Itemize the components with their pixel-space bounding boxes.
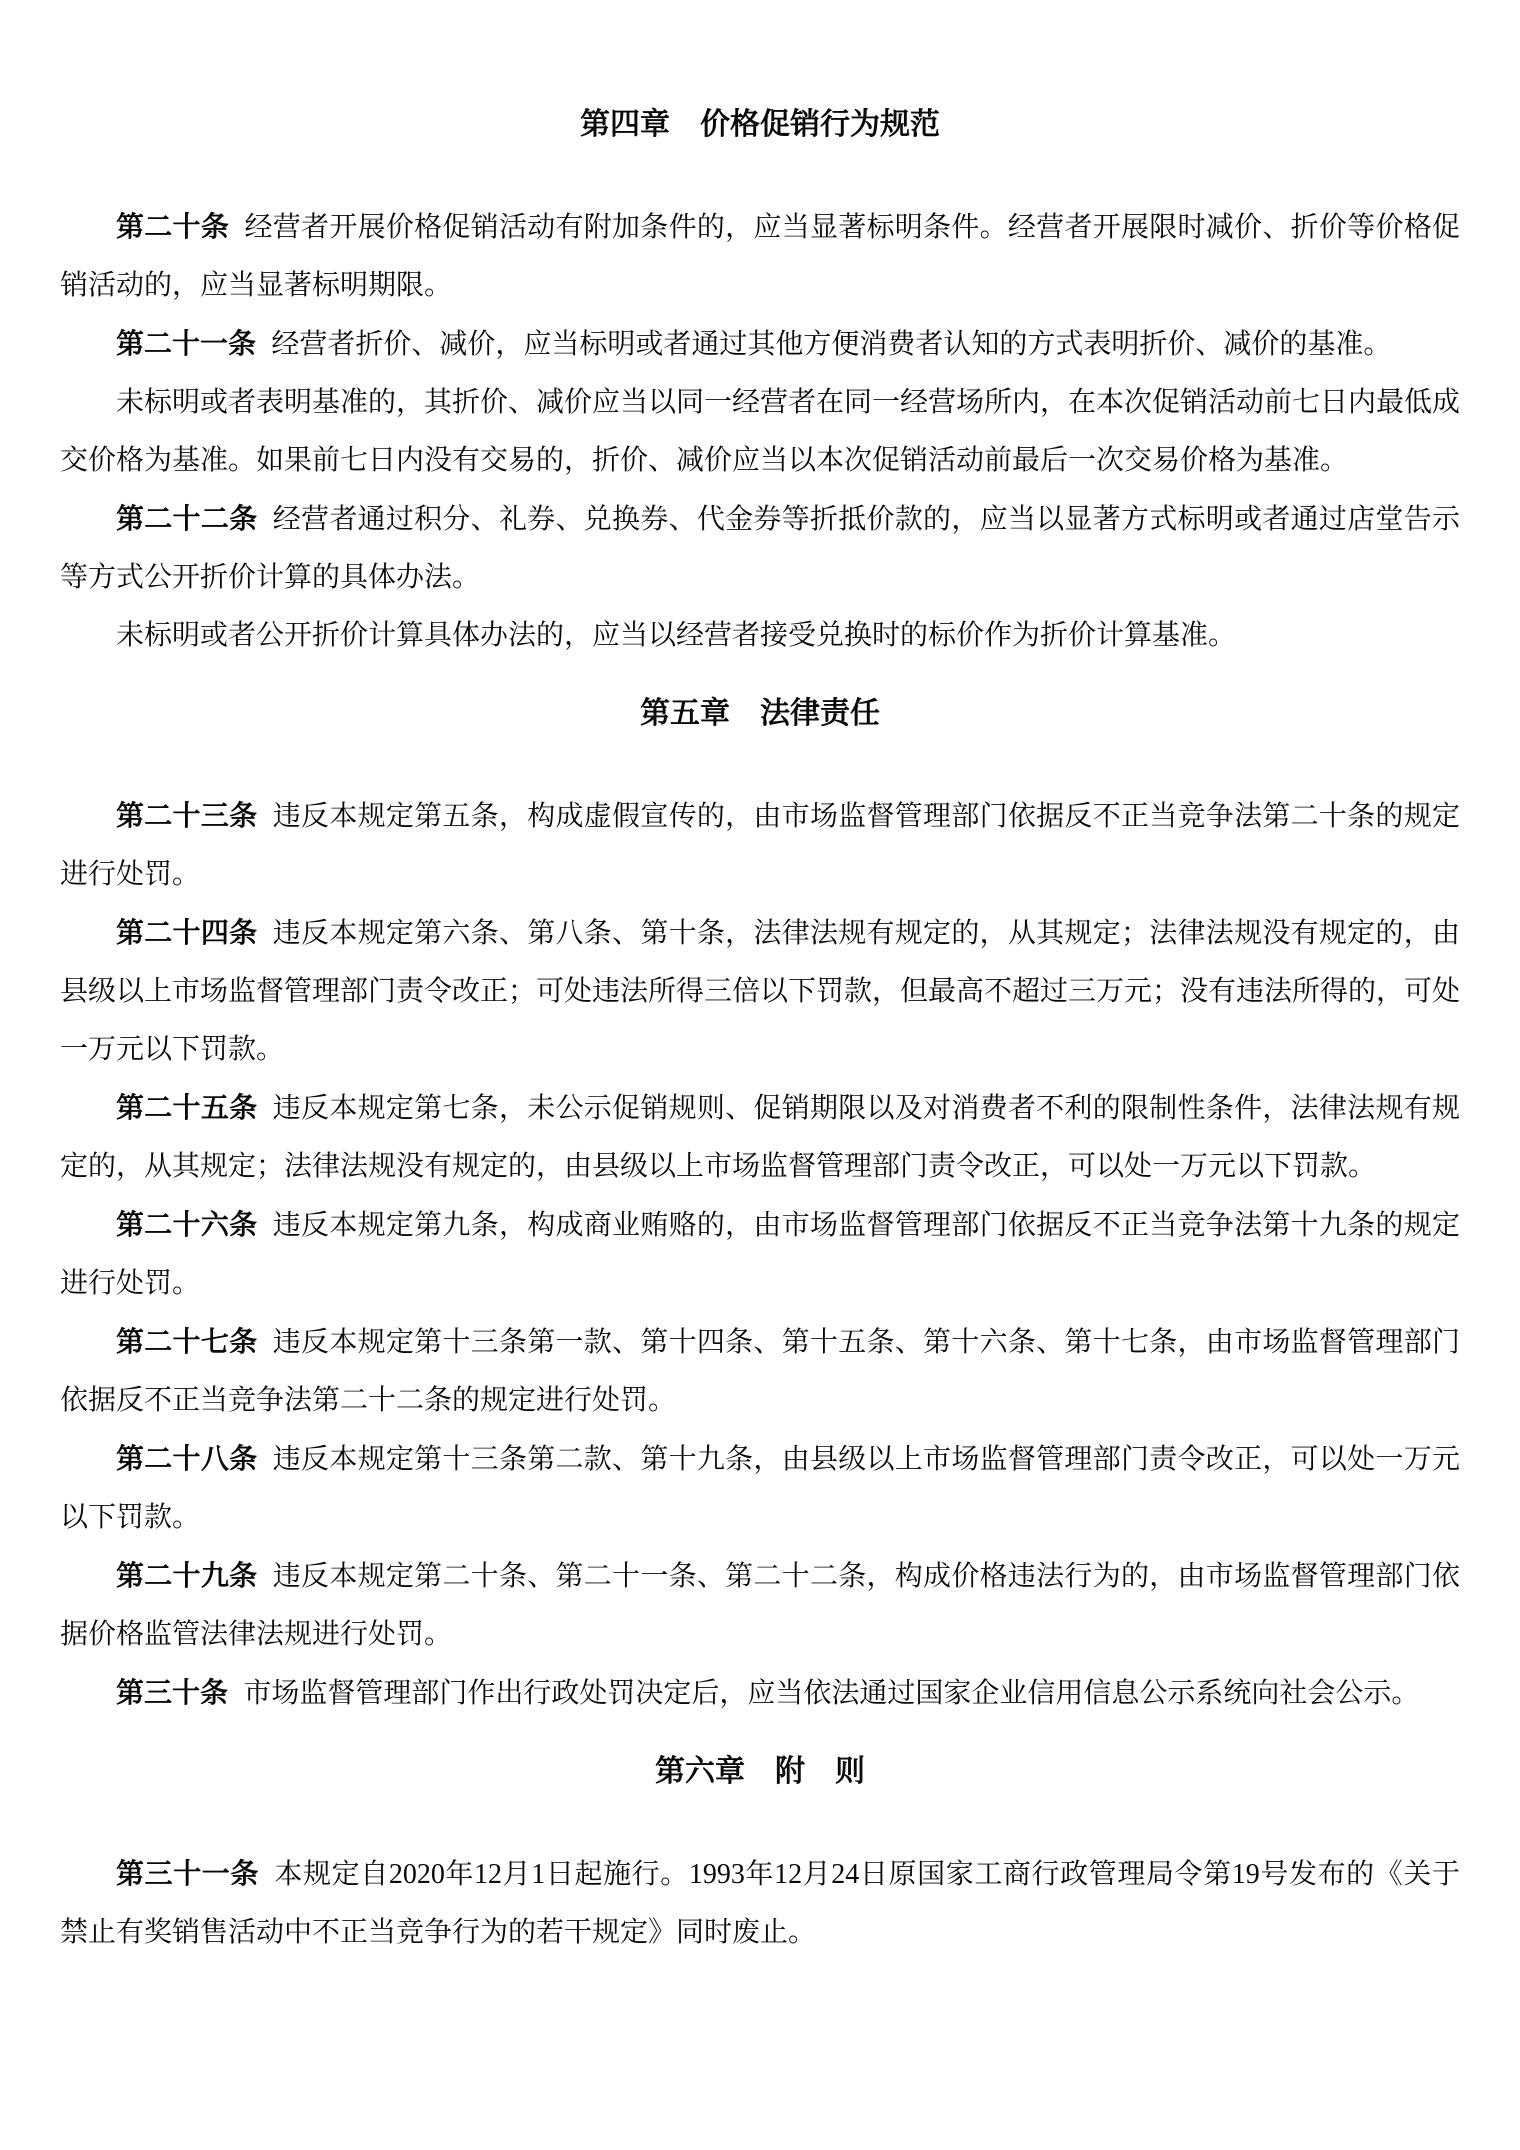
article-paragraph (60, 1664, 1460, 1723)
article-text: 未标明或者表明基准的，其折价、减价应当以同一经营者在同一经营场所内，在本次促销活动前七日内最低成交价格为基准。如果前七日内没有交易的，折价、减价应当以本次促销活动前最后一次交易价格为基准。 (60, 387, 1461, 476)
article-text: 市场监督管理部门作出行政处罚决定后，应当依法通过国家企业信用信息公示系统向社会公示。 (243, 1678, 1420, 1709)
article-paragraph (60, 1430, 1460, 1547)
article-text: 经营者开展价格促销活动有附加条件的，应当显著标明条件。经营者开展限时减价、折价等价格促销活动的，应当显著标明期限。 (60, 212, 1460, 301)
article-text: 本规定自2020年12月1日起施行。1993年12月24日原国家工商行政管理局令第19号发布的《关于禁止有奖销售活动中不正当竞争行为的若干规定》同时废止。 (60, 1859, 1460, 1948)
article-text: 违反本规定第九条，构成商业贿赂的，由市场监督管理部门依据反不正当竞争法第十九条的规定进行处罚。 (60, 1210, 1460, 1299)
document-body (60, 96, 1460, 1962)
article-text: 未标明或者公开折价计算具体办法的，应当以经营者接受兑换时的标价作为折价计算基准。 (116, 620, 1237, 651)
article-text: 违反本规定第十三条第一款、第十四条、第十五条、第十六条、第十七条，由市场监督管理部门依据反不正当竞争法第二十二条的规定进行处罚。 (60, 1327, 1460, 1416)
article-number: 第二十八条 (116, 1443, 258, 1474)
article-number: 第三十一条 (116, 1858, 260, 1889)
article-text: 违反本规定第七条，未公示促销规则、促销期限以及对消费者不利的限制性条件，法律法规有规定的，从其规定；法律法规没有规定的，由县级以上市场监督管理部门责令改正，可以处一万元以下罚款。 (60, 1093, 1460, 1182)
article-number: 第三十条 (116, 1677, 229, 1708)
article-paragraph (60, 1547, 1460, 1664)
article-number: 第二十一条 (116, 328, 257, 359)
article-paragraph (60, 1196, 1460, 1313)
article-paragraph (60, 490, 1460, 607)
article-text: 违反本规定第六条、第八条、第十条，法律法规有规定的，从其规定；法律法规没有规定的，由县级以上市场监督管理部门责令改正；可处违法所得三倍以下罚款，但最高不超过三万元；没有违法所得的，可处一万元以下罚款。 (60, 918, 1461, 1065)
article-number: 第二十五条 (116, 1092, 258, 1123)
article-number: 第二十三条 (116, 800, 258, 831)
article-continuation-paragraph (60, 374, 1460, 490)
chapter-heading: 第四章 价格促销行为规范 (580, 108, 940, 141)
article-continuation-paragraph (60, 607, 1460, 665)
article-paragraph (60, 904, 1460, 1079)
article-text: 违反本规定第五条，构成虚假宣传的，由市场监督管理部门依据反不正当竞争法第二十条的规定进行处罚。 (60, 801, 1460, 890)
article-text: 经营者折价、减价，应当标明或者通过其他方便消费者认知的方式表明折价、减价的基准。 (271, 329, 1392, 360)
article-paragraph (60, 1845, 1460, 1962)
article-number: 第二十九条 (116, 1560, 258, 1591)
chapter-heading: 第六章 附 则 (655, 1755, 865, 1788)
article-number: 第二十二条 (116, 503, 258, 534)
article-paragraph (60, 1313, 1460, 1430)
article-text: 违反本规定第十三条第二款、第十九条，由县级以上市场监督管理部门责令改正，可以处一万元以下罚款。 (60, 1444, 1460, 1533)
article-text: 违反本规定第二十条、第二十一条、第二十二条，构成价格违法行为的，由市场监督管理部门依据价格监管法律法规进行处罚。 (60, 1561, 1460, 1650)
article-paragraph (60, 1079, 1460, 1196)
chapter-heading: 第五章 法律责任 (640, 697, 880, 730)
article-paragraph (60, 787, 1460, 904)
article-text: 经营者通过积分、礼券、兑换券、代金券等折抵价款的，应当以显著方式标明或者通过店堂告示等方式公开折价计算的具体办法。 (60, 504, 1460, 593)
article-number: 第二十六条 (116, 1209, 258, 1240)
article-number: 第二十七条 (116, 1326, 258, 1357)
article-paragraph (60, 198, 1460, 315)
article-number: 第二十四条 (116, 917, 258, 948)
article-number: 第二十条 (116, 211, 230, 242)
article-paragraph (60, 315, 1460, 374)
